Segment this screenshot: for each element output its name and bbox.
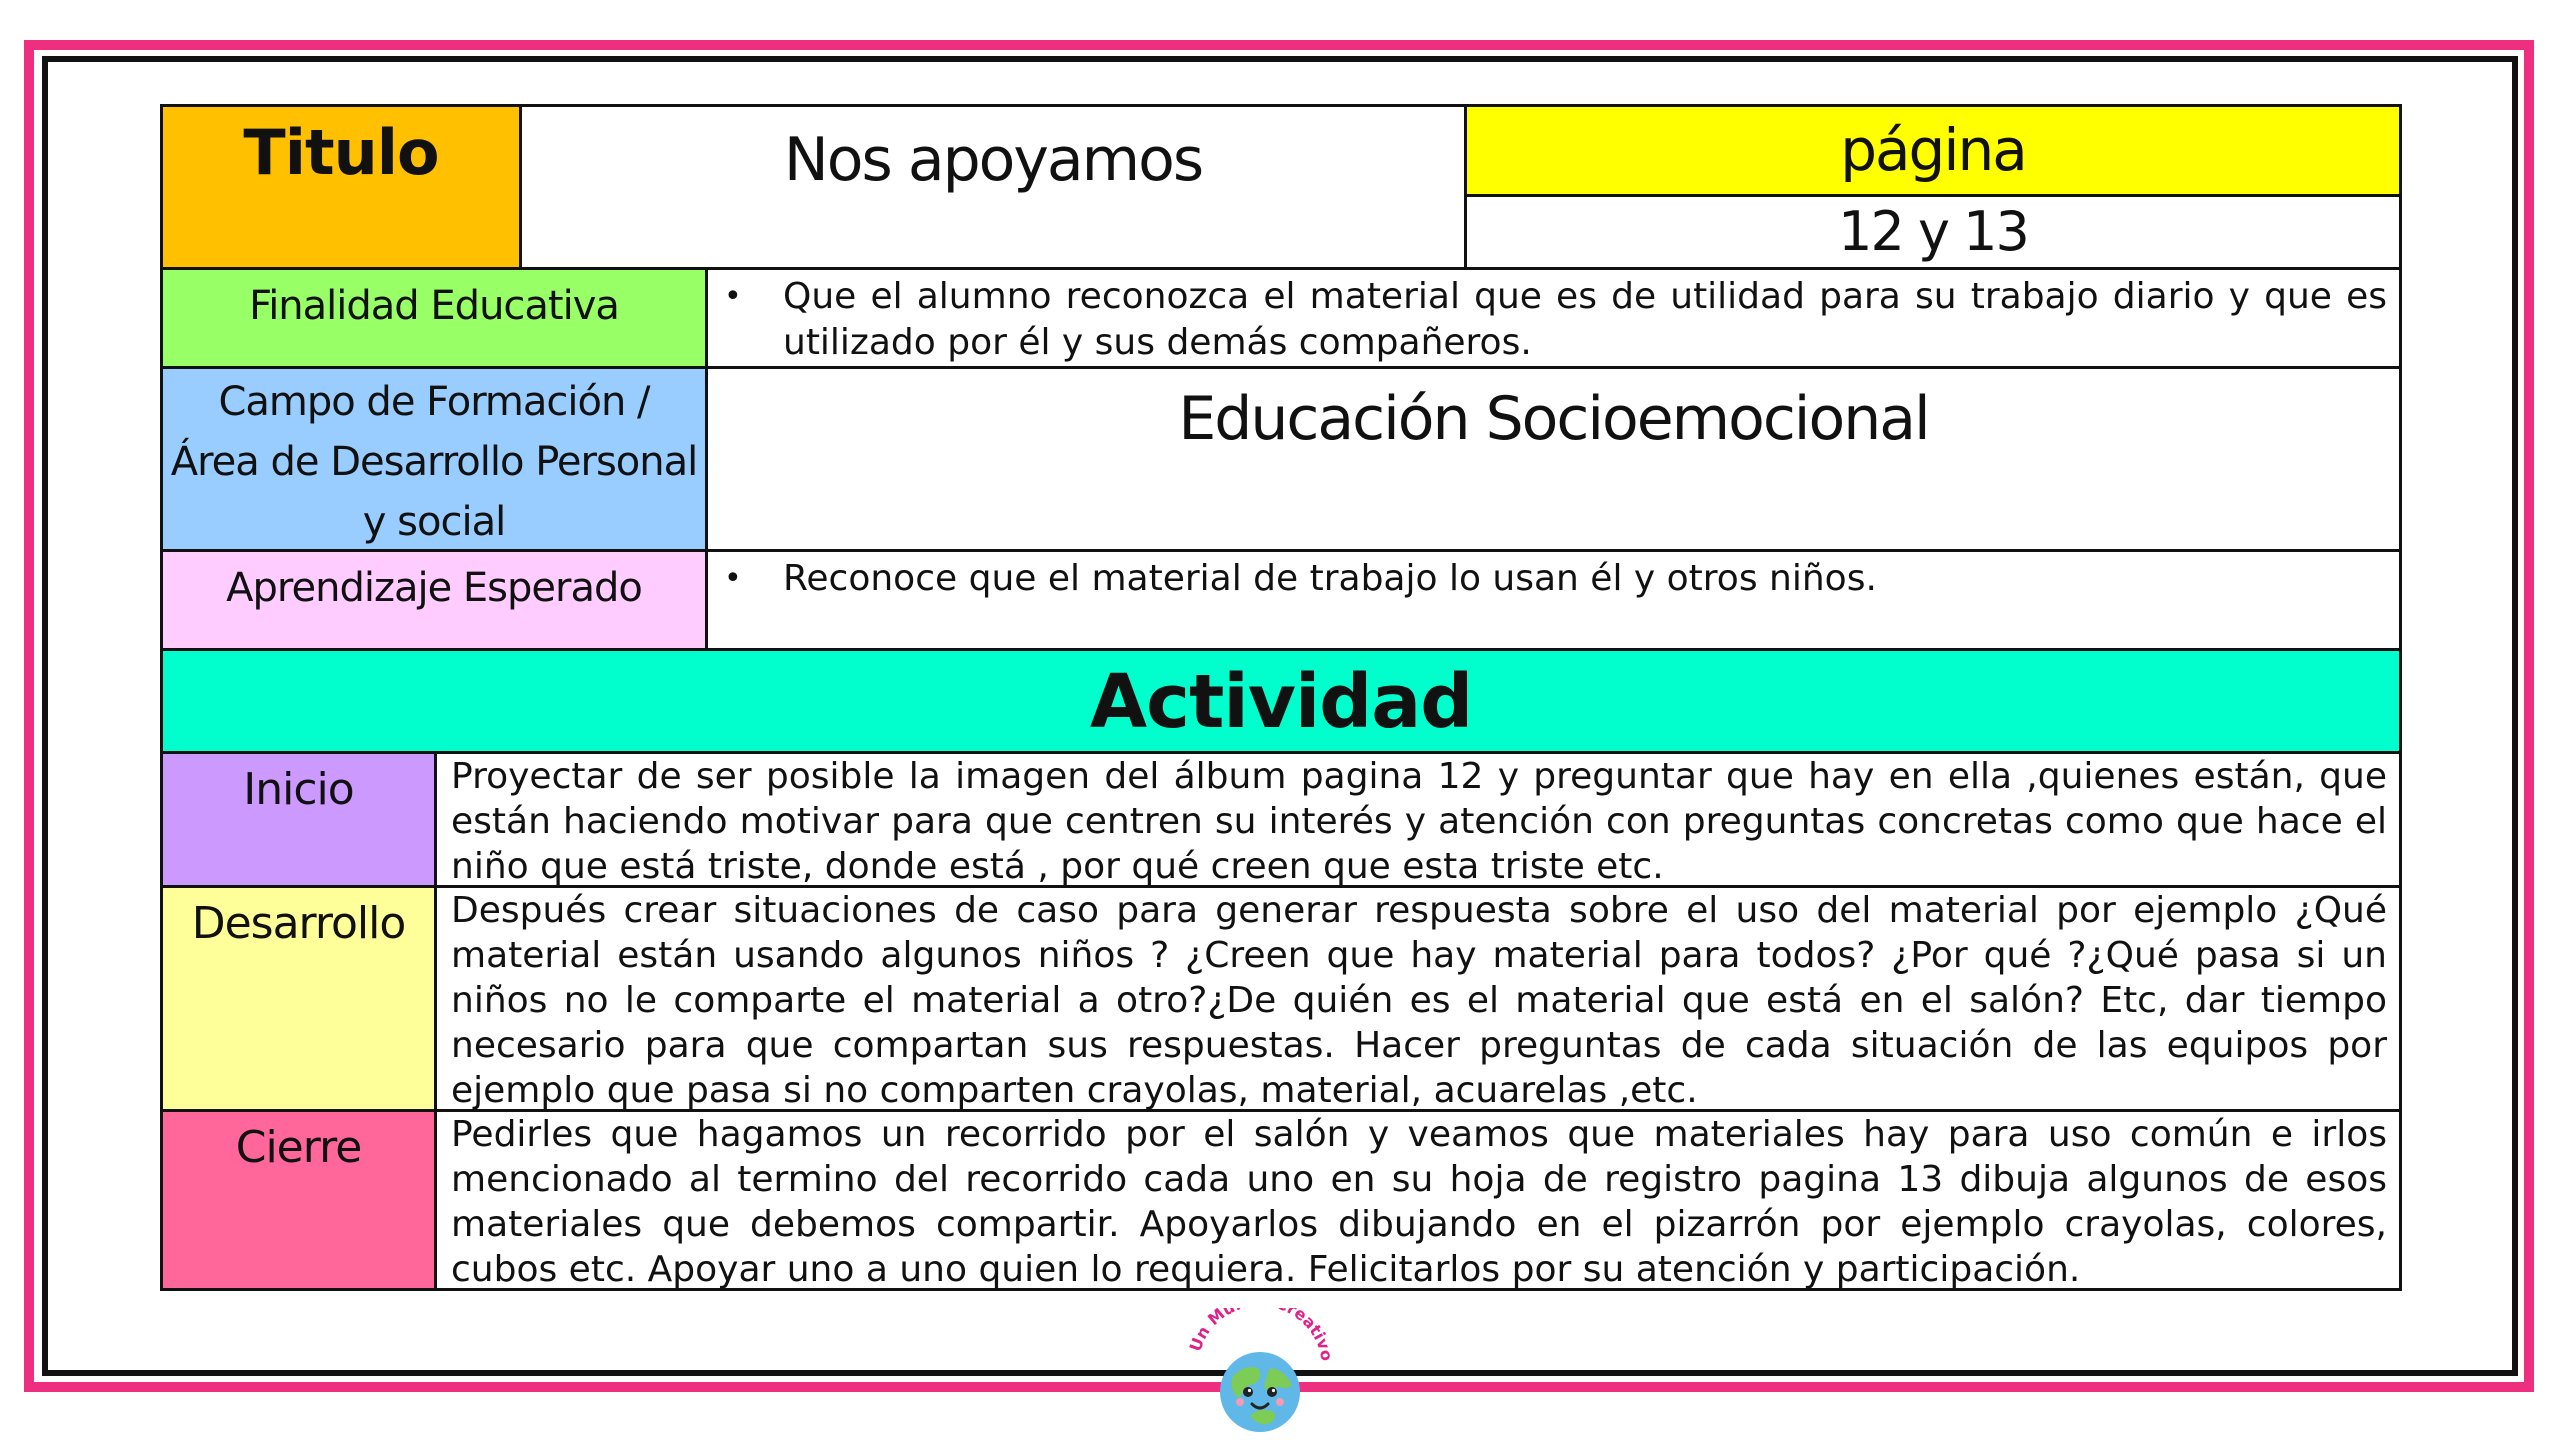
campo-label-cell: [160, 366, 708, 552]
aprendizaje-bullet: [708, 556, 2399, 602]
cierre-label: Cierre: [235, 1122, 362, 1173]
logo-text: Un Mu reativo: [1185, 1308, 1337, 1363]
pagina-label-cell: [1464, 104, 2402, 197]
campo-label-line1: Campo de Formación /: [218, 379, 650, 425]
cierre-text: Pedirles que hagamos un recorrido por el salón y veamos que materiales hay para uso común e irlos mencionado al termino del recorrido cada uno en su hoja de registro pagina 13 dibuja algunos de esos materiales que debemos compartir. Apoyarlos dibujando en el pizarrón por ejemplo crayolas, colores, cubos etc. Apoyar uno a uno quien lo requiera. Felicitarlos por su atención y participación.: [451, 1114, 2387, 1290]
titulo-label: Titulo: [243, 116, 439, 189]
page-title: Nos apoyamos: [783, 125, 1203, 195]
inicio-label: Inicio: [243, 764, 354, 815]
inicio-text-cell: [434, 751, 2402, 888]
aprendizaje-text-cell: [705, 549, 2402, 651]
pagina-value: 12 y 13: [1838, 200, 2028, 263]
cierre-label-cell: [160, 1109, 437, 1291]
campo-value-cell: [705, 366, 2402, 552]
aprendizaje-text: Reconoce que el material de trabajo lo usan él y otros niños.: [783, 558, 1877, 599]
finalidad-text-cell: [705, 267, 2402, 369]
campo-label-line3: y social: [362, 499, 506, 545]
bullet-icon: •: [724, 279, 742, 314]
finalidad-text: Que el alumno reconozca el material que es de utilidad para su trabajo diario y que es utilizado por él y sus demás compañeros.: [783, 276, 2387, 363]
inicio-text: Proyectar de ser posible la imagen del álbum pagina 12 y preguntar que hay en ella ,quienes están, que están haciendo motivar para que centren su interés y atención con preguntas concretas como que hace el niño que está triste, donde está , por qué creen que esta triste etc.: [451, 756, 2387, 887]
pagina-value-cell: [1464, 194, 2402, 270]
actividad-heading: Actividad: [1089, 659, 1473, 745]
campo-value: Educación Socioemocional: [1178, 384, 1929, 454]
bullet-icon: •: [724, 561, 742, 596]
aprendizaje-label: Aprendizaje Esperado: [226, 565, 642, 611]
title-cell: [519, 104, 1467, 270]
globe-icon: [1170, 1308, 1350, 1436]
pagina-label: página: [1840, 116, 2026, 184]
campo-label-line2: Área de Desarrollo Personal: [170, 439, 698, 485]
desarrollo-label-cell: [160, 885, 437, 1112]
finalidad-bullet: [708, 274, 2399, 366]
cierre-text-cell: [434, 1109, 2402, 1291]
desarrollo-text: Después crear situaciones de caso para generar respuesta sobre el uso del material por ejemplo ¿Qué material están usando algunos niños ? ¿Creen que hay material para todos? ¿Por qué ?¿Qué pasa si un niños no le comparte el material a otro?¿De quién es el material que está en el salón? Etc, dar tiempo necesario para que compartan sus respuestas. Hacer preguntas de cada situación de las equipos por ejemplo que pasa si no comparten crayolas, material, acuarelas ,etc.: [451, 890, 2387, 1111]
desarrollo-label: Desarrollo: [191, 898, 406, 949]
finalidad-label: Finalidad Educativa: [249, 283, 619, 329]
campo-label: [171, 372, 697, 552]
inicio-label-cell: [160, 751, 437, 888]
logo: [1170, 1308, 1350, 1436]
desarrollo-text-cell: [434, 885, 2402, 1112]
actividad-heading-cell: [160, 648, 2402, 754]
finalidad-label-cell: [160, 267, 708, 369]
aprendizaje-label-cell: [160, 549, 708, 651]
titulo-label-cell: [160, 104, 522, 270]
